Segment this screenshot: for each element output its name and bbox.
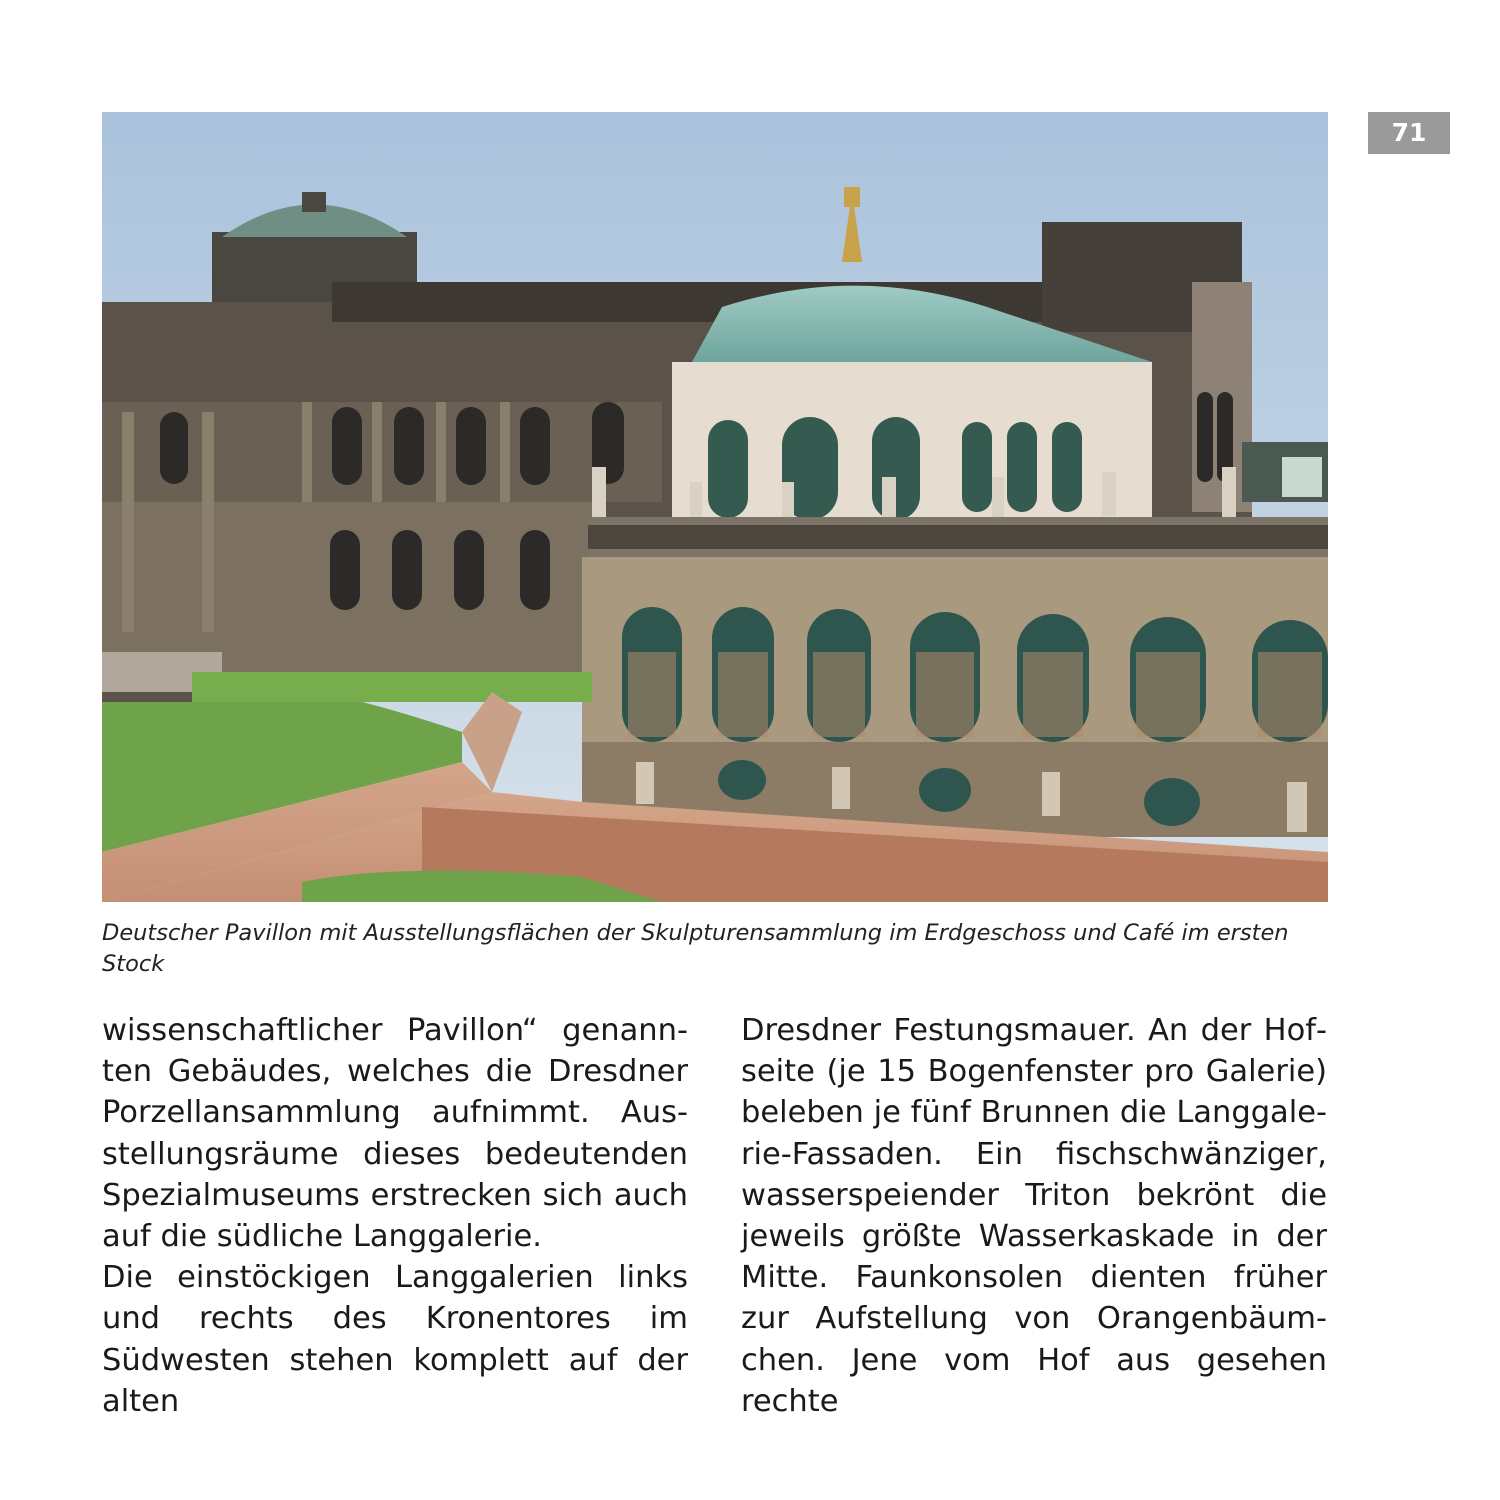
- paragraph: wissenschaftlicher Pavillon“ genannten Gebäudes, welches die Dresdner Porzellansammlung aufnimmt. Ausstellungsräume dieses bedeutenden Spezialmuseums erstrecken sich auch auf die südliche Langgalerie.: [102, 1013, 688, 1255]
- building-illustration: [102, 112, 1328, 902]
- photo-caption: Deutscher Pavillon mit Ausstellungsflächen der Skulpturensammlung im Erdgeschoss und Café im ersten Stock: [102, 920, 1289, 977]
- body-column-right: [741, 1010, 1327, 1422]
- paragraph: Die einstöckigen Langgalerien links und rechts des Kronentores im Südwesten stehen komplett auf der alten: [102, 1260, 688, 1419]
- building-photo: [102, 112, 1328, 902]
- paragraph: Dresdner Festungsmauer. An der Hofseite (je 15 Bogenfenster pro Galerie) beleben je fünf Brunnen die Langgalerie-Fassaden. Ein fischschwänziger, wasserspeiender Triton bekrönt die jeweils größte Wasserkaskade in der Mitte. Faunkonsolen dienten früher zur Aufstellung von Orangenbäumchen. Jene vom Hof aus gesehen rechte: [741, 1013, 1327, 1419]
- page-number: 71: [1368, 112, 1450, 154]
- body-column-left: [102, 1010, 688, 1422]
